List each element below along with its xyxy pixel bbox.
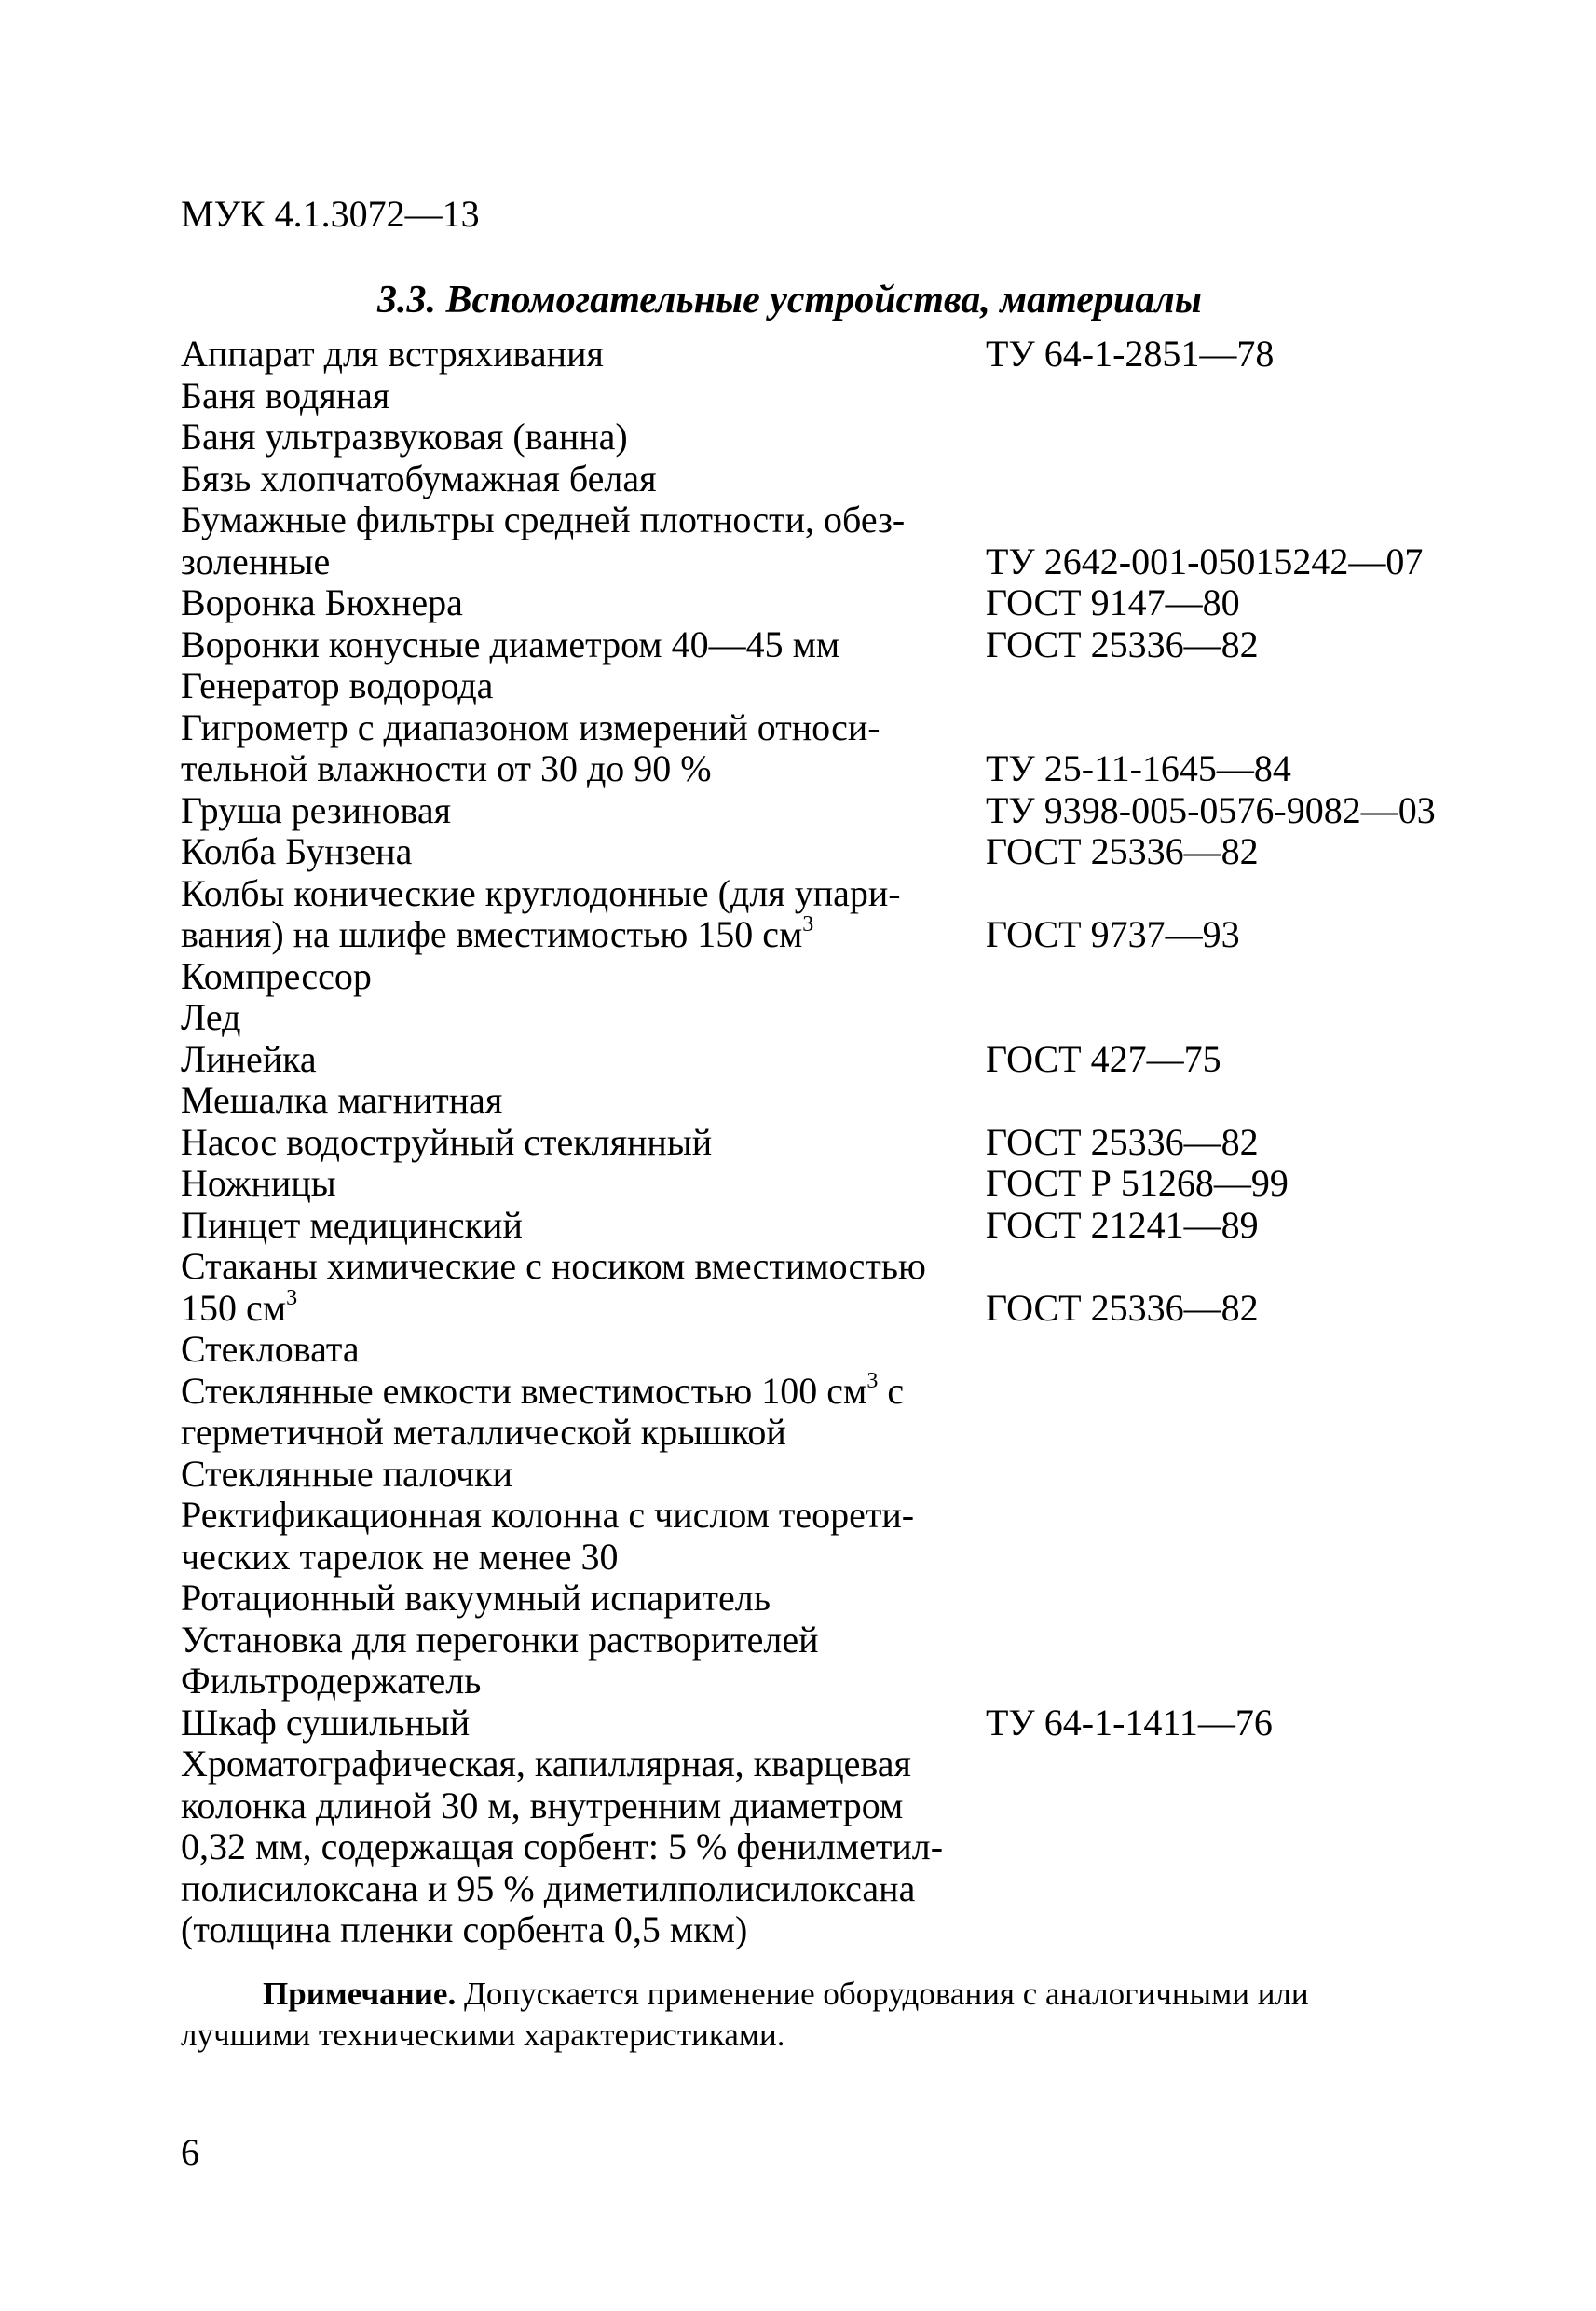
equipment-spec: ГОСТ 25336—82 (986, 1286, 1259, 1329)
note (181, 1974, 1411, 2056)
equipment-row (181, 1246, 1466, 1288)
equipment-name-line (181, 1661, 982, 1702)
equipment-row (181, 624, 1466, 666)
equipment-name (181, 582, 982, 624)
equipment-row (181, 582, 1466, 624)
equipment-row (181, 1285, 1466, 1330)
unit-superscript: 3 (866, 1368, 879, 1393)
equipment-name-text: Установка для перегонки растворителей (181, 1618, 819, 1661)
document-code: МУК 4.1.3072—13 (181, 193, 480, 235)
equipment-spec: ГОСТ 9737—93 (986, 913, 1240, 955)
equipment-row (181, 1080, 1466, 1122)
equipment-name (181, 1744, 982, 1951)
equipment-spec: ГОСТ Р 51268—99 (986, 1162, 1289, 1204)
equipment-name-line (181, 1080, 982, 1122)
equipment-name (181, 1702, 982, 1744)
note-label: Примечание. (263, 1976, 457, 2012)
equipment-name-text: Воронки конусные диаметром 40—45 мм (181, 622, 840, 665)
equipment-row (181, 1163, 1466, 1205)
note-line (181, 1974, 1411, 2015)
equipment-name (181, 956, 982, 998)
equipment-name-line (181, 1826, 982, 1868)
equipment-spec: ТУ 2642-001-05015242—07 (986, 540, 1424, 582)
equipment-name-line (181, 1868, 982, 1910)
equipment-name-line (181, 1909, 982, 1951)
unit-superscript: 3 (286, 1285, 298, 1310)
equipment-name-line (181, 748, 982, 790)
equipment-name-text: Ротационный вакуумный испаритель (181, 1577, 771, 1619)
equipment-name-line (181, 707, 982, 749)
equipment-name-text: ческих тарелок не менее 30 (181, 1535, 619, 1578)
equipment-name-text: Бумажные фильтры средней плотности, обез- (181, 499, 906, 540)
equipment-row (181, 956, 1466, 998)
equipment-spec: ГОСТ 25336—82 (986, 1120, 1259, 1163)
equipment-name-line (181, 1285, 982, 1330)
equipment-spec: ГОСТ 25336—82 (986, 830, 1259, 872)
equipment-name-line (181, 1744, 982, 1785)
note-text-continued: лучшими техническими характеристиками. (181, 2017, 785, 2053)
equipment-spec: ГОСТ 427—75 (986, 1037, 1221, 1080)
equipment-spec: ГОСТ 21241—89 (986, 1203, 1259, 1246)
equipment-name-line (181, 1163, 982, 1205)
page-number: 6 (181, 2131, 199, 2173)
equipment-name (181, 1205, 982, 1247)
equipment-name (181, 873, 982, 915)
equipment-name-text: Баня ультразвуковая (ванна) (181, 416, 628, 458)
equipment-name (181, 1039, 982, 1081)
equipment-name-text: Генератор водорода (181, 664, 494, 706)
equipment-name-line (181, 1122, 982, 1164)
equipment-list (181, 334, 1466, 1951)
equipment-row (181, 1039, 1466, 1081)
equipment-name-line (181, 376, 982, 417)
equipment-name-text: золенные (181, 540, 331, 582)
equipment-name-text: Груша резиновая (181, 788, 451, 831)
equipment-name (181, 1454, 982, 1496)
equipment-name-text: Ножницы (181, 1162, 336, 1204)
equipment-row (181, 707, 1466, 790)
equipment-name-text: 0,32 мм, содержащая сорбент: 5 % фенилметил- (181, 1826, 944, 1867)
equipment-row (181, 1122, 1466, 1164)
equipment-name (181, 1495, 982, 1578)
equipment-spec: ТУ 25-11-1645—84 (986, 747, 1291, 789)
equipment-name (181, 1122, 982, 1164)
equipment-name-text: Линейка (181, 1037, 317, 1080)
equipment-name-text: вания) на шлифе вместимостью 150 см (181, 913, 803, 955)
equipment-name (181, 707, 982, 790)
equipment-name (181, 1368, 982, 1413)
equipment-spec: ТУ 64-1-1411—76 (986, 1701, 1273, 1744)
equipment-name-text: Аппарат для встряхивания (181, 333, 604, 375)
equipment-name-text: Воронка Бюхнера (181, 581, 463, 623)
equipment-name (181, 624, 982, 666)
equipment-name (181, 1578, 982, 1620)
equipment-spec: ГОСТ 25336—82 (986, 622, 1259, 665)
equipment-name-line (181, 1205, 982, 1247)
equipment-row (181, 873, 1466, 915)
equipment-name (181, 458, 982, 500)
equipment-name-text: 150 см (181, 1286, 287, 1329)
equipment-name-line (181, 499, 982, 541)
equipment-name-text: Пинцет медицинский (181, 1203, 523, 1246)
equipment-name-line (181, 1039, 982, 1081)
equipment-name (181, 1163, 982, 1205)
equipment-name-text: Баня водяная (181, 374, 390, 417)
equipment-name (181, 1329, 982, 1371)
equipment-name-text: Шкаф сушильный (181, 1701, 471, 1744)
equipment-row (181, 499, 1466, 582)
equipment-name-line (181, 334, 982, 376)
equipment-name-line (181, 873, 982, 915)
equipment-name-text: (толщина пленки сорбента 0,5 мкм) (181, 1908, 748, 1950)
equipment-name-text: Колбы конические круглодонные (для упари- (181, 871, 901, 914)
equipment-row (181, 1205, 1466, 1247)
equipment-name-text: Стеклянные палочки (181, 1452, 513, 1495)
equipment-name-text: Стеклянные емкости вместимостью 100 см (181, 1369, 867, 1412)
equipment-row (181, 334, 1466, 376)
equipment-name (181, 334, 982, 376)
equipment-name (181, 1285, 982, 1330)
equipment-row (181, 1661, 1466, 1702)
equipment-row (181, 1454, 1466, 1496)
equipment-row (181, 1578, 1466, 1620)
equipment-row (181, 458, 1466, 500)
equipment-name (181, 1080, 982, 1122)
equipment-name-text: герметичной металлической крышкой (181, 1411, 786, 1453)
equipment-name-line (181, 1620, 982, 1661)
equipment-row (181, 1412, 1466, 1454)
equipment-name-line (181, 790, 982, 832)
equipment-name-text: Колба Бунзена (181, 830, 413, 872)
equipment-row (181, 1744, 1466, 1951)
equipment-name-text: Стекловата (181, 1328, 360, 1370)
note-text: Допускается применение оборудования с аналогичными или (456, 1976, 1309, 2012)
equipment-name-line (181, 1454, 982, 1496)
equipment-name-line (181, 997, 982, 1039)
equipment-spec: ГОСТ 9147—80 (986, 581, 1240, 623)
equipment-name (181, 1246, 982, 1288)
equipment-row (181, 831, 1466, 873)
equipment-name-line (181, 541, 982, 583)
equipment-row (181, 997, 1466, 1039)
equipment-row (181, 790, 1466, 832)
equipment-name-text: Компрессор (181, 954, 372, 997)
equipment-name-text: полисилоксана и 95 % диметилполисилоксана (181, 1867, 916, 1909)
equipment-name-line (181, 458, 982, 500)
equipment-name-line (181, 831, 982, 873)
equipment-name (181, 997, 982, 1039)
equipment-name (181, 499, 982, 582)
equipment-name-text: Фильтродержатель (181, 1660, 482, 1702)
equipment-row (181, 1368, 1466, 1413)
equipment-row (181, 376, 1466, 417)
equipment-row (181, 1495, 1466, 1578)
equipment-name-line (181, 665, 982, 707)
equipment-name-text: Лед (181, 996, 241, 1038)
unit-superscript: 3 (802, 912, 814, 937)
equipment-spec: ТУ 9398-005-0576-9082—03 (986, 788, 1436, 831)
equipment-spec: ТУ 64-1-2851—78 (986, 333, 1275, 375)
equipment-name-line (181, 1412, 982, 1454)
equipment-row (181, 417, 1466, 458)
equipment-name (181, 1661, 982, 1702)
equipment-name-text: Стаканы химические с носиком вместимостью (181, 1245, 926, 1287)
equipment-name-text: Ректификационная колонна с числом теорети- (181, 1494, 915, 1536)
equipment-name (181, 790, 982, 832)
equipment-name-line (181, 1702, 982, 1744)
equipment-name (181, 914, 982, 956)
equipment-name-line (181, 1785, 982, 1827)
equipment-name-text: Мешалка магнитная (181, 1079, 503, 1121)
equipment-name (181, 665, 982, 707)
equipment-row (181, 1329, 1466, 1371)
equipment-name-line (181, 582, 982, 624)
equipment-name-line (181, 956, 982, 998)
equipment-name-tail: с (878, 1369, 905, 1412)
equipment-name-text: колонка длиной 30 м, внутренним диаметром (181, 1784, 904, 1826)
equipment-name (181, 417, 982, 458)
equipment-name-line (181, 914, 982, 956)
equipment-name-line (181, 1495, 982, 1537)
equipment-name-line (181, 1537, 982, 1579)
equipment-name-text: Хроматографическая, капиллярная, кварцевая (181, 1743, 911, 1785)
equipment-row (181, 1702, 1466, 1744)
equipment-name-line (181, 1329, 982, 1371)
equipment-name-text: Насос водоструйный стеклянный (181, 1120, 713, 1163)
equipment-name (181, 376, 982, 417)
equipment-name-text: тельной влажности от 30 до 90 % (181, 747, 712, 789)
equipment-row (181, 665, 1466, 707)
equipment-row (181, 1620, 1466, 1661)
equipment-row (181, 914, 1466, 956)
equipment-name-line (181, 417, 982, 458)
section-title: 3.3. Вспомогательные устройства, материалы (377, 279, 1202, 321)
equipment-name (181, 1620, 982, 1661)
equipment-name-line (181, 1578, 982, 1620)
equipment-name-text: Бязь хлопчатобумажная белая (181, 457, 657, 499)
equipment-name-line (181, 1368, 982, 1413)
equipment-name-line (181, 1246, 982, 1288)
equipment-name (181, 831, 982, 873)
equipment-name (181, 1412, 982, 1454)
equipment-name-line (181, 624, 982, 666)
equipment-name-text: Гигрометр с диапазоном измерений относи- (181, 705, 880, 748)
